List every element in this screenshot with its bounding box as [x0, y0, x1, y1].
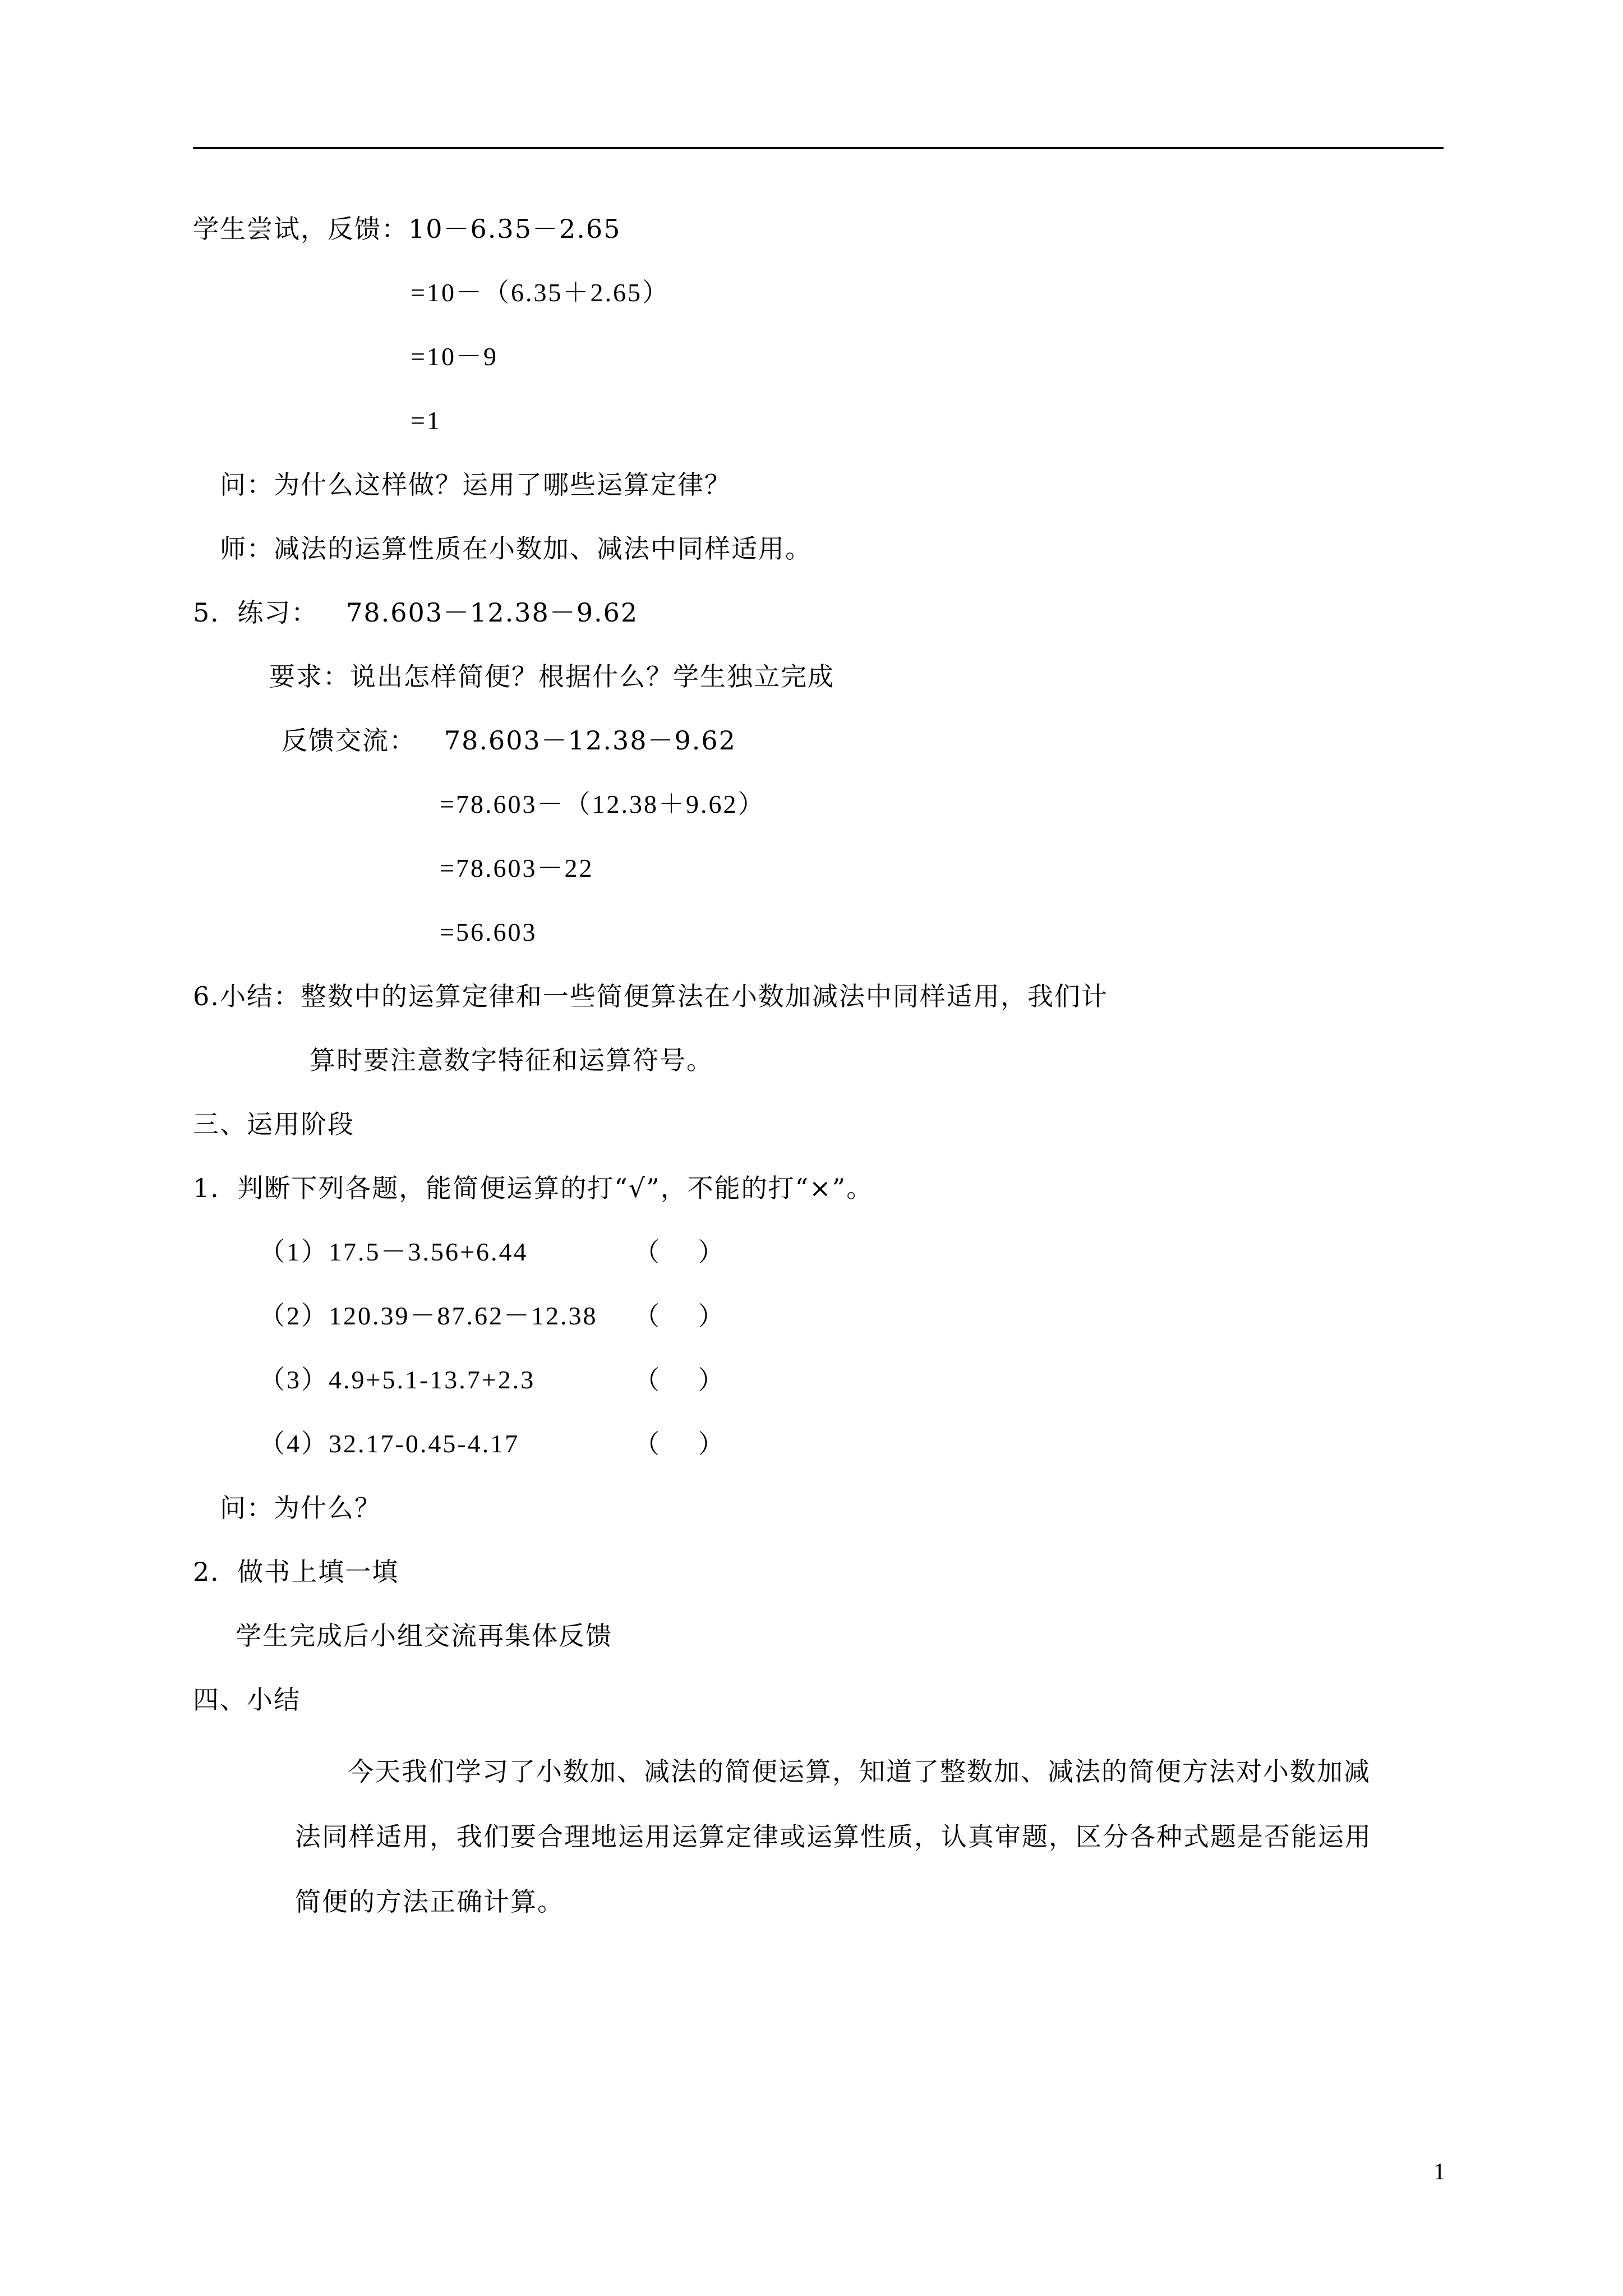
header-rule — [193, 147, 1444, 149]
why-question: 问：为什么？ — [220, 1493, 381, 1523]
teacher-line: 师：减法的运算性质在小数加、减法中同样适用。 — [220, 533, 812, 564]
task-two-detail: 学生完成后小组交流再集体反馈 — [236, 1621, 612, 1651]
task-two-heading: 2．做书上填一填 — [193, 1557, 399, 1587]
calc-step-1: =10－（6.35＋2.65） — [411, 278, 670, 307]
section-three-heading: 三、运用阶段 — [193, 1109, 354, 1139]
feedback-exchange-line: 反馈交流： 78.603－12.38－9.62 — [282, 725, 736, 756]
exercise-step-1: =78.603－（12.38＋9.62） — [440, 790, 766, 818]
exercise-step-3: =56.603 — [440, 918, 537, 946]
judge-item-2-blank: （ ） — [634, 1301, 725, 1331]
requirement-line: 要求：说出怎样简便？根据什么？学生独立完成 — [269, 661, 834, 692]
page-number: 1 — [1433, 2159, 1445, 2185]
closing-paragraph-line-3: 简便的方法正确计算。 — [295, 1887, 564, 1917]
judge-item-4: （4）32.17-0.45-4.17 — [259, 1429, 520, 1458]
judge-item-4-blank: （ ） — [634, 1429, 725, 1459]
judge-instructions: 1．判断下列各题，能简便运算的打“√”，不能的打“×”。 — [193, 1173, 874, 1203]
summary-line-1: 6.小结：整数中的运算定律和一些简便算法在小数加减法中同样适用，我们计 — [193, 981, 1108, 1011]
judge-item-3: （3）4.9+5.1-13.7+2.3 — [259, 1365, 536, 1394]
exercise-heading: 5．练习： 78.603－12.38－9.62 — [193, 597, 639, 628]
calc-step-2: =10－9 — [411, 342, 498, 371]
summary-line-2: 算时要注意数字特征和运算符号。 — [310, 1045, 713, 1075]
student-feedback-line: 学生尝试，反馈：10－6.35－2.65 — [193, 214, 621, 244]
judge-item-2: （2）120.39－87.62－12.38 — [259, 1301, 598, 1330]
judge-item-1: （1）17.5－3.56+6.44 — [259, 1237, 528, 1266]
section-four-heading: 四、小结 — [193, 1685, 301, 1715]
judge-item-1-blank: （ ） — [634, 1237, 725, 1267]
judge-item-3-blank: （ ） — [634, 1365, 725, 1395]
exercise-step-2: =78.603－22 — [440, 854, 594, 882]
calc-step-3: =1 — [411, 406, 441, 435]
question-line: 问：为什么这样做？运用了哪些运算定律？ — [220, 470, 731, 500]
closing-paragraph-line-1: 今天我们学习了小数加、减法的简便运算，知道了整数加、减法的简便方法对小数加减 — [348, 1756, 1371, 1787]
closing-paragraph-line-2: 法同样适用，我们要合理地运用运算定律或运算性质，认真审题，区分各种式题是否能运用 — [295, 1821, 1372, 1852]
